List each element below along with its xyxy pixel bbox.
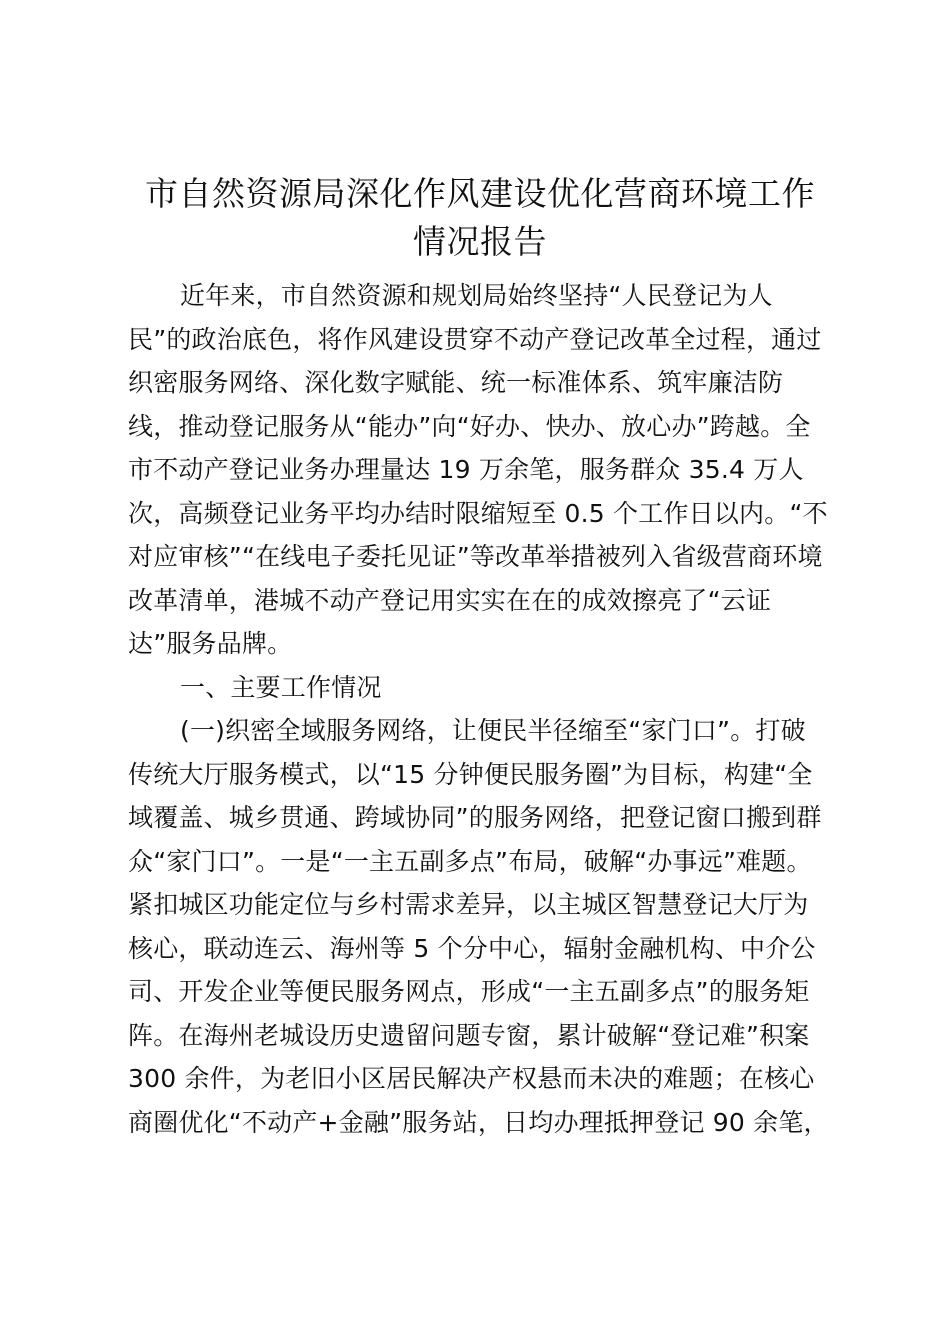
text-line: 阵。在海州老城设历史遗留问题专窗，累计破解“登记难”积案 bbox=[128, 1020, 810, 1050]
text-line: 民”的政治底色，将作风建设贯穿不动产登记改革全过程，通过 bbox=[128, 324, 822, 354]
text-line: 近年来，市自然资源和规划局始终坚持“人民登记为人 bbox=[180, 281, 773, 310]
text-line: 司、开发企业等便民服务网点，形成“一主五副多点”的服务矩 bbox=[128, 977, 810, 1006]
text-line: 众“家门口”。一是“一主五副多点”布局，破解“办事远”难题。 bbox=[128, 846, 812, 876]
section-heading bbox=[128, 666, 848, 710]
text-line: 商圈优化“不动产+金融”服务站，日均办理抵押登记 90 余笔， bbox=[128, 1107, 829, 1137]
text-line: 市不动产登记业务办理量达 19 万余笔，服务群众 35.4 万人 bbox=[128, 455, 804, 484]
section-heading-text: 一、主要工作情况 bbox=[180, 672, 382, 702]
text-line: (一)织密全域服务网络，让便民半径缩至“家门口”。打破 bbox=[180, 716, 806, 745]
text-line: 达”服务品牌。 bbox=[128, 629, 293, 658]
title-line: 市自然资源局深化作风建设优化营商环境工作 bbox=[145, 174, 815, 213]
text-line: 域覆盖、城乡贯通、跨域协同”的服务网络，把登记窗口搬到群 bbox=[128, 803, 822, 832]
title-line: 情况报告 bbox=[413, 222, 547, 261]
text-line: 传统大厅服务模式，以“15 分钟便民服务圈”为目标，构建“全 bbox=[128, 759, 813, 789]
text-line: 对应审核”“在线电子委托见证”等改革举措被列入省级营商环境 bbox=[128, 542, 823, 571]
text-line: 300 余件，为老旧小区居民解决产权悬而未决的难题；在核心 bbox=[128, 1064, 815, 1093]
subsection-paragraph bbox=[128, 709, 848, 1144]
document-title bbox=[100, 170, 860, 266]
intro-paragraph bbox=[128, 274, 848, 666]
text-line: 次，高频登记业务平均办结时限缩短至 0.5 个工作日以内。“不 bbox=[128, 498, 828, 528]
text-line: 核心，联动连云、海州等 5 个分中心，辐射金融机构、中介公 bbox=[128, 933, 816, 963]
text-line: 改革清单，港城不动产登记用实实在在的成效擦亮了“云证 bbox=[128, 585, 772, 615]
text-line: 紧扣城区功能定位与乡村需求差异，以主城区智慧登记大厅为 bbox=[128, 890, 809, 919]
document-body bbox=[128, 274, 848, 1144]
text-line: 线，推动登记服务从“能办”向“好办、快办、放心办”跨越。全 bbox=[128, 411, 811, 441]
text-line: 织密服务网络、深化数字赋能、统一标准体系、筑牢廉洁防 bbox=[128, 368, 784, 397]
